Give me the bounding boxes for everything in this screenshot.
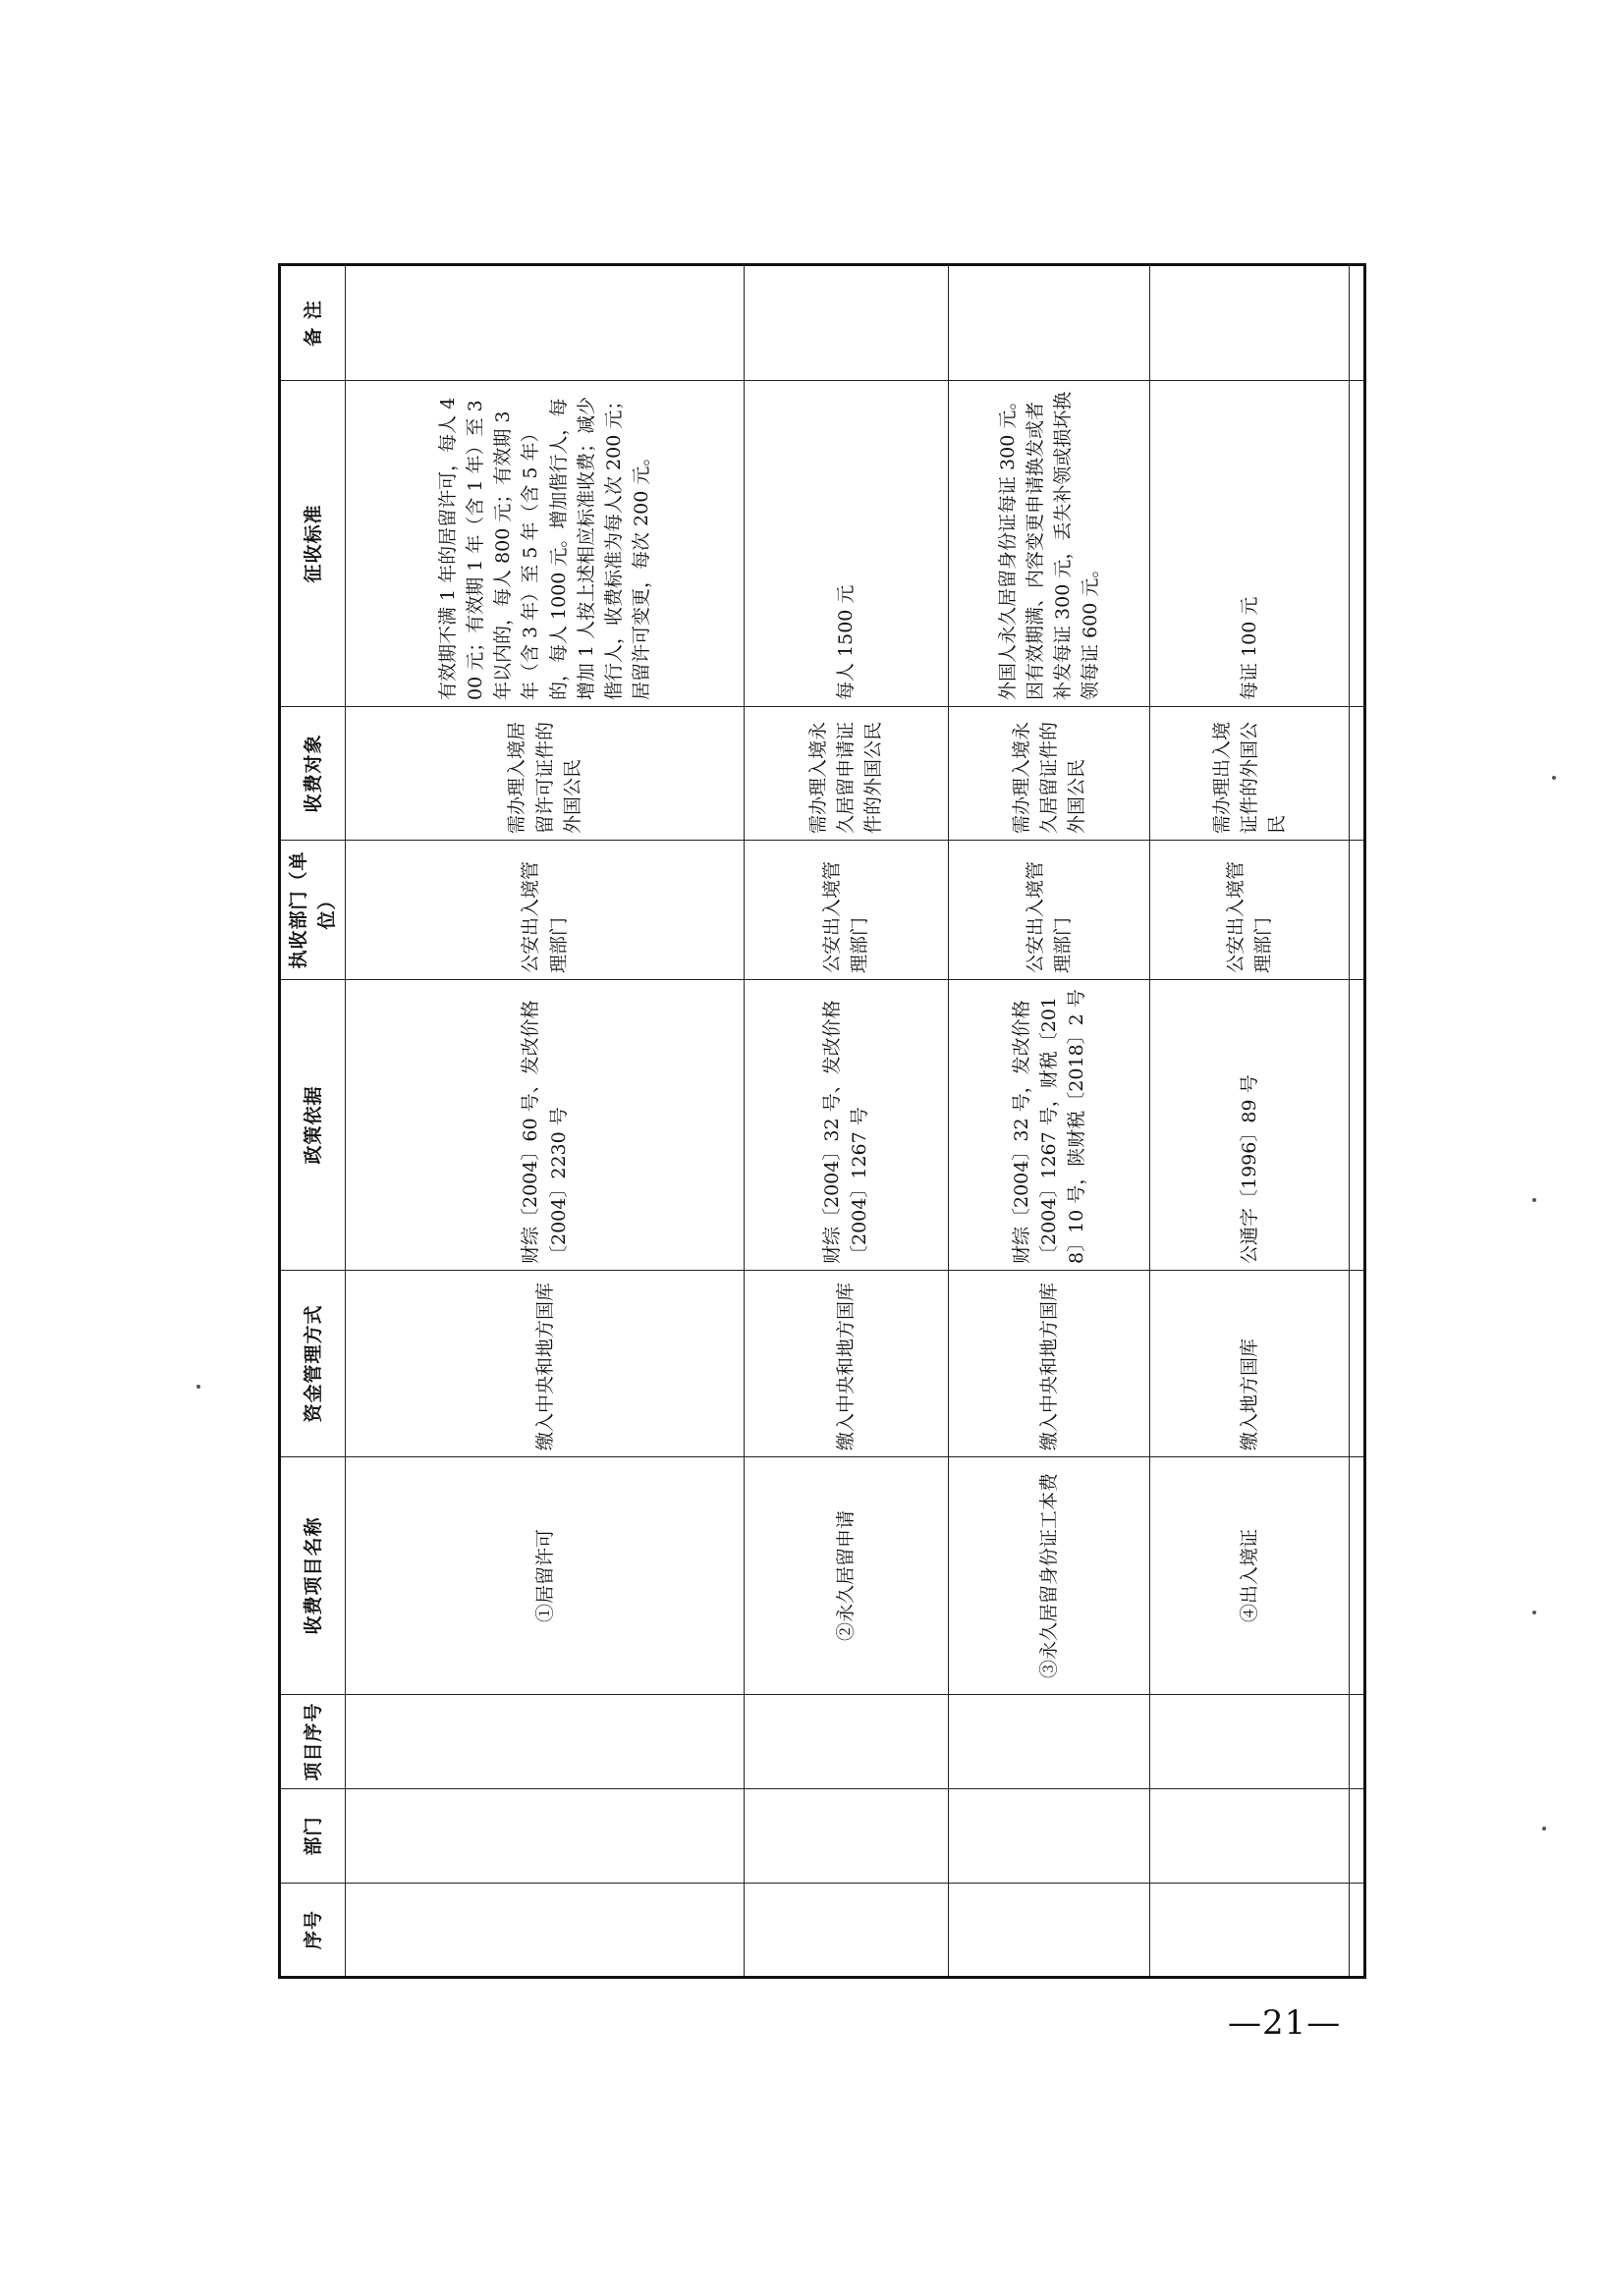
cell-empty [1349, 841, 1364, 980]
cell-collector: 公安出入境管理部门 [948, 841, 1149, 980]
header-collector: 执收部门（单位） [280, 841, 346, 980]
cell-item-seq [1149, 1695, 1349, 1789]
cell-name: ②永久居留申请 [744, 1457, 948, 1695]
cell-name: ①居留许可 [346, 1457, 745, 1695]
cell-empty [1349, 1457, 1364, 1695]
cell-remark [346, 265, 745, 381]
scan-speck [1542, 1827, 1546, 1831]
header-policy: 政策依据 [280, 980, 346, 1271]
cell-seq [948, 1884, 1149, 1978]
cell-item-seq [346, 1695, 745, 1789]
cell-item-seq [744, 1695, 948, 1789]
header-target: 收费对象 [280, 707, 346, 841]
table-row [744, 265, 948, 1978]
cell-fund: 缴入中央和地方国库 [948, 1271, 1149, 1457]
cell-policy: 财综〔2004〕32 号，发改价格〔2004〕1267 号，财税〔2018〕10 号，陕财税〔2018〕2 号 [948, 980, 1149, 1271]
cell-standard: 外国人永久居留身份证每证 300 元。因有效期满、内容变更申请换发或者补发每证 300 元，丢失补领或损坏换领每证 600 元。 [948, 381, 1149, 707]
cell-empty [1349, 265, 1364, 381]
scan-speck [1552, 776, 1556, 780]
cell-collector: 公安出入境管理部门 [346, 841, 745, 980]
header-row [280, 265, 346, 1978]
page-number: —21— [1228, 2003, 1342, 2043]
header-fund: 资金管理方式 [280, 1271, 346, 1457]
header-standard: 征收标准 [280, 381, 346, 707]
cell-empty [1349, 1789, 1364, 1884]
cell-standard: 每人 1500 元 [744, 381, 948, 707]
cell-seq [744, 1884, 948, 1978]
cell-policy: 财综〔2004〕32 号、发改价格〔2004〕1267 号 [744, 980, 948, 1271]
cell-name: ③永久居留身份证工本费 [948, 1457, 1149, 1695]
cell-target: 需办理入境永久居留申请证件的外国公民 [744, 707, 948, 841]
fee-table [278, 263, 1366, 1979]
cell-collector: 公安出入境管理部门 [1149, 841, 1349, 980]
cell-seq [1149, 1884, 1349, 1978]
scan-speck [1532, 1611, 1536, 1614]
cell-item-seq [948, 1695, 1149, 1789]
cell-dept [948, 1789, 1149, 1884]
table-row [1149, 265, 1349, 1978]
cell-empty [1349, 980, 1364, 1271]
table-row [948, 265, 1149, 1978]
cell-empty [1349, 1884, 1364, 1978]
cell-fund: 缴入地方国库 [1149, 1271, 1349, 1457]
scan-speck [1532, 1198, 1536, 1202]
cell-dept [744, 1789, 948, 1884]
cell-remark [948, 265, 1149, 381]
cell-target: 需办理出入境证件的外国公民 [1149, 707, 1349, 841]
cell-target: 需办理入境居留许可证件的外国公民 [346, 707, 745, 841]
table-row-empty [1349, 265, 1364, 1978]
cell-empty [1349, 707, 1364, 841]
cell-empty [1349, 381, 1364, 707]
cell-policy: 公通字〔1996〕89 号 [1149, 980, 1349, 1271]
cell-fund: 缴入中央和地方国库 [744, 1271, 948, 1457]
scan-speck [196, 1385, 200, 1389]
cell-policy: 财综〔2004〕60 号、发改价格〔2004〕2230 号 [346, 980, 745, 1271]
header-remark: 备 注 [280, 265, 346, 381]
cell-empty [1349, 1271, 1364, 1457]
cell-standard: 每证 100 元 [1149, 381, 1349, 707]
cell-name: ④出入境证 [1149, 1457, 1349, 1695]
cell-standard: 有效期不满 1 年的居留许可，每人 400 元；有效期 1 年（含 1 年）至 3 年以内的，每人 800 元；有效期 3 年（含 3 年）至 5 年（含 5 年）的，每人 1000 元。增加偕行人，每增加 1 人按上述相应标准收费；减少偕行人，收费标准为每人次 200 元；居留许可变更，每次 200 元。 [346, 381, 745, 707]
cell-seq [346, 1884, 745, 1978]
cell-collector: 公安出入境管理部门 [744, 841, 948, 980]
header-seq: 序号 [280, 1884, 346, 1978]
table-row [346, 265, 745, 1978]
cell-dept [1149, 1789, 1349, 1884]
cell-target: 需办理入境永久居留证件的外国公民 [948, 707, 1149, 841]
header-dept: 部门 [280, 1789, 346, 1884]
cell-remark [744, 265, 948, 381]
cell-dept [346, 1789, 745, 1884]
cell-empty [1349, 1695, 1364, 1789]
header-item-seq: 项目序号 [280, 1695, 346, 1789]
cell-fund: 缴入中央和地方国库 [346, 1271, 745, 1457]
cell-remark [1149, 265, 1349, 381]
rotated-fee-table-container [278, 300, 1366, 1979]
header-name: 收费项目名称 [280, 1457, 346, 1695]
